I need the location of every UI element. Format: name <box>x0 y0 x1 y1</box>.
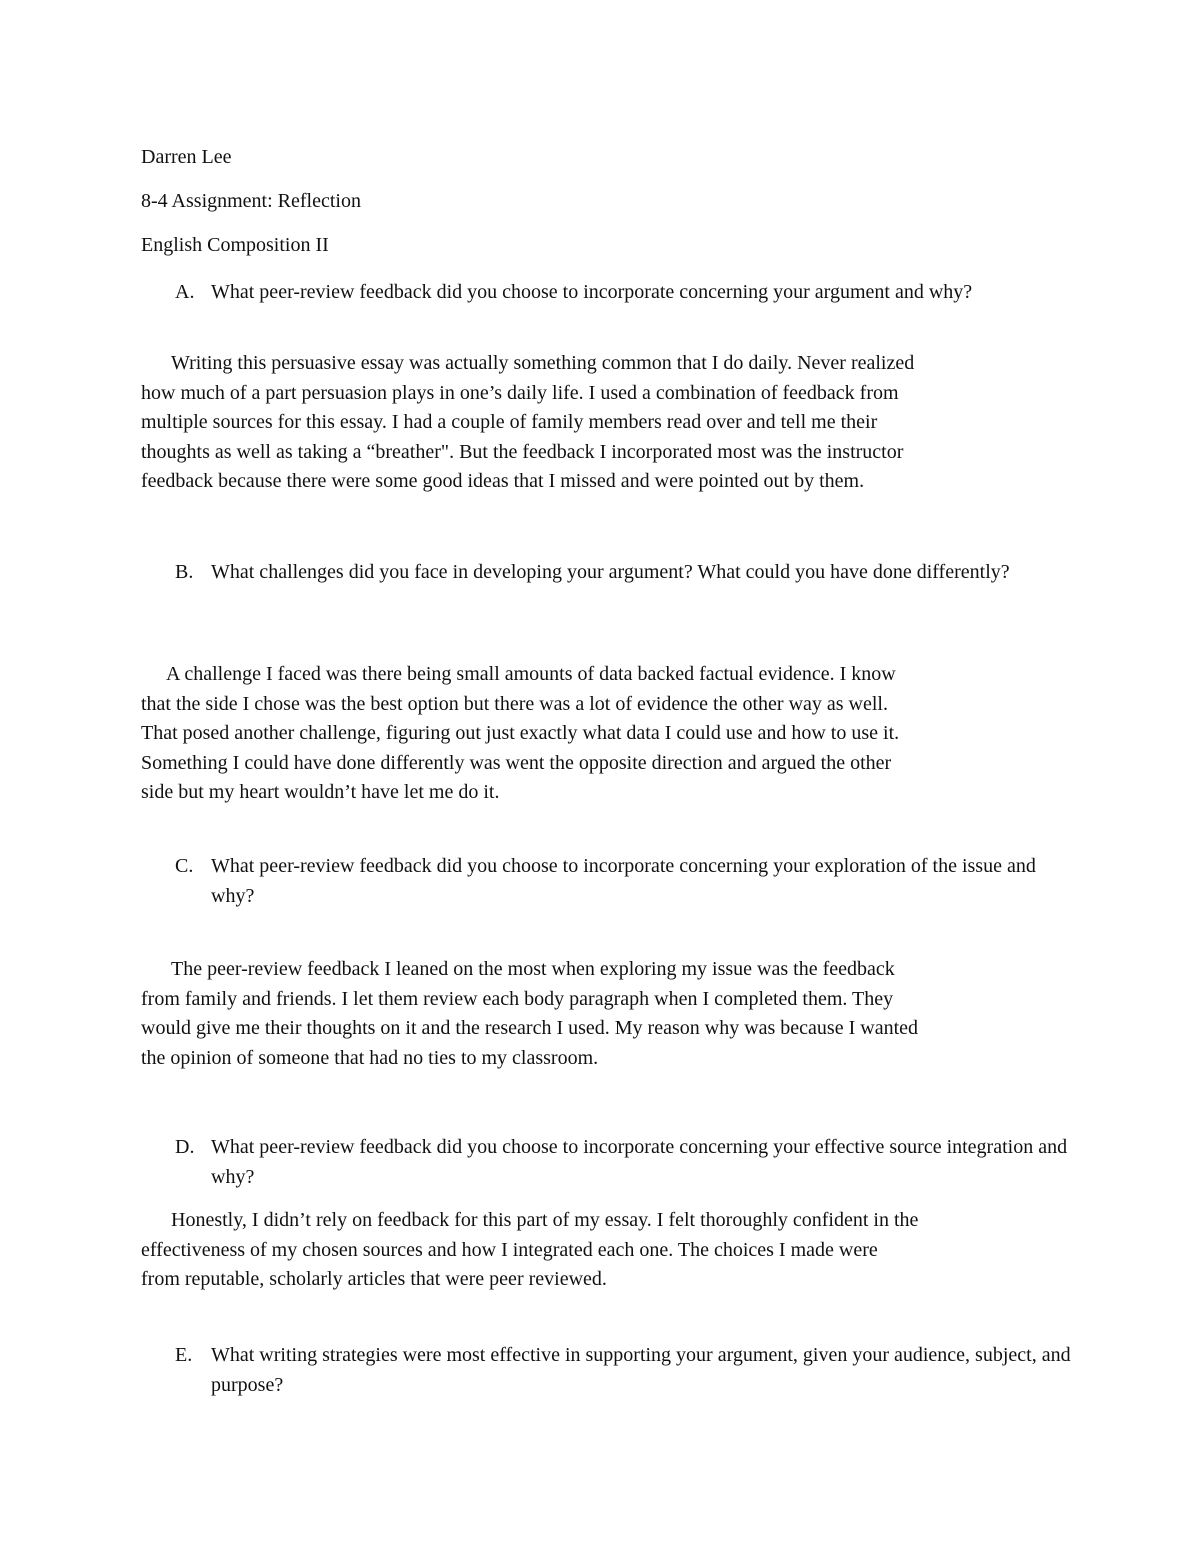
question-letter: E. <box>175 1344 193 1366</box>
answer-line: Writing this persuasive essay was actually something common that I do daily. Never realized <box>141 352 915 374</box>
question-b <box>175 557 1075 587</box>
answer-line: the opinion of someone that had no ties to my classroom. <box>141 1046 599 1069</box>
question-letter: B. <box>175 561 194 583</box>
answer-b <box>141 660 1076 808</box>
answer-d <box>141 1206 1076 1295</box>
question-text: What challenges did you face in developing your argument? What could you have done differently? <box>211 561 1010 583</box>
question-letter: D. <box>175 1136 195 1158</box>
answer-line: how much of a part persuasion plays in one’s daily life. I used a combination of feedback from <box>141 381 899 404</box>
question-d <box>175 1132 1075 1192</box>
question-letter: C. <box>175 855 194 877</box>
answer-line: thoughts as well as taking a “breather". But the feedback I incorporated most was the instructor <box>141 440 904 463</box>
answer-line: side but my heart wouldn’t have let me do it. <box>141 781 500 803</box>
question-text: What peer-review feedback did you choose to incorporate concerning your exploration of the issue and why? <box>211 855 1036 907</box>
question-e <box>175 1340 1075 1400</box>
answer-c <box>141 955 1076 1073</box>
answer-line: multiple sources for this essay. I had a couple of family members read over and tell me their <box>141 411 878 433</box>
answer-line: Something I could have done differently was went the opposite direction and argued the other <box>141 751 892 774</box>
answer-line: That posed another challenge, figuring out just exactly what data I could use and how to use it. <box>141 722 900 744</box>
answer-line: The peer-review feedback I leaned on the most when exploring my issue was the feedback <box>141 958 895 980</box>
question-a <box>175 277 1075 307</box>
assignment-title: 8-4 Assignment: Reflection <box>141 190 361 212</box>
author-name: Darren Lee <box>141 146 232 168</box>
question-text: What writing strategies were most effective in supporting your argument, given your audience, subject, and purpose? <box>211 1344 1071 1396</box>
question-c <box>175 851 1075 911</box>
question-text: What peer-review feedback did you choose to incorporate concerning your effective source integration and why? <box>211 1136 1068 1188</box>
answer-line: Honestly, I didn’t rely on feedback for this part of my essay. I felt thoroughly confident in the <box>141 1209 919 1231</box>
question-letter: A. <box>175 281 195 303</box>
question-text: What peer-review feedback did you choose to incorporate concerning your argument and why? <box>211 281 973 303</box>
answer-a <box>141 349 1076 497</box>
answer-line: from reputable, scholarly articles that were peer reviewed. <box>141 1268 607 1290</box>
answer-line: would give me their thoughts on it and the research I used. My reason why was because I wanted <box>141 1017 919 1039</box>
answer-line: A challenge I faced was there being small amounts of data backed factual evidence. I know <box>141 663 896 685</box>
answer-line: from family and friends. I let them review each body paragraph when I completed them. They <box>141 987 894 1010</box>
course-name: English Composition II <box>141 234 329 256</box>
answer-line: feedback because there were some good ideas that I missed and were pointed out by them. <box>141 470 865 492</box>
answer-line: effectiveness of my chosen sources and how I integrated each one. The choices I made were <box>141 1238 878 1261</box>
answer-line: that the side I chose was the best option but there was a lot of evidence the other way as well. <box>141 692 888 715</box>
